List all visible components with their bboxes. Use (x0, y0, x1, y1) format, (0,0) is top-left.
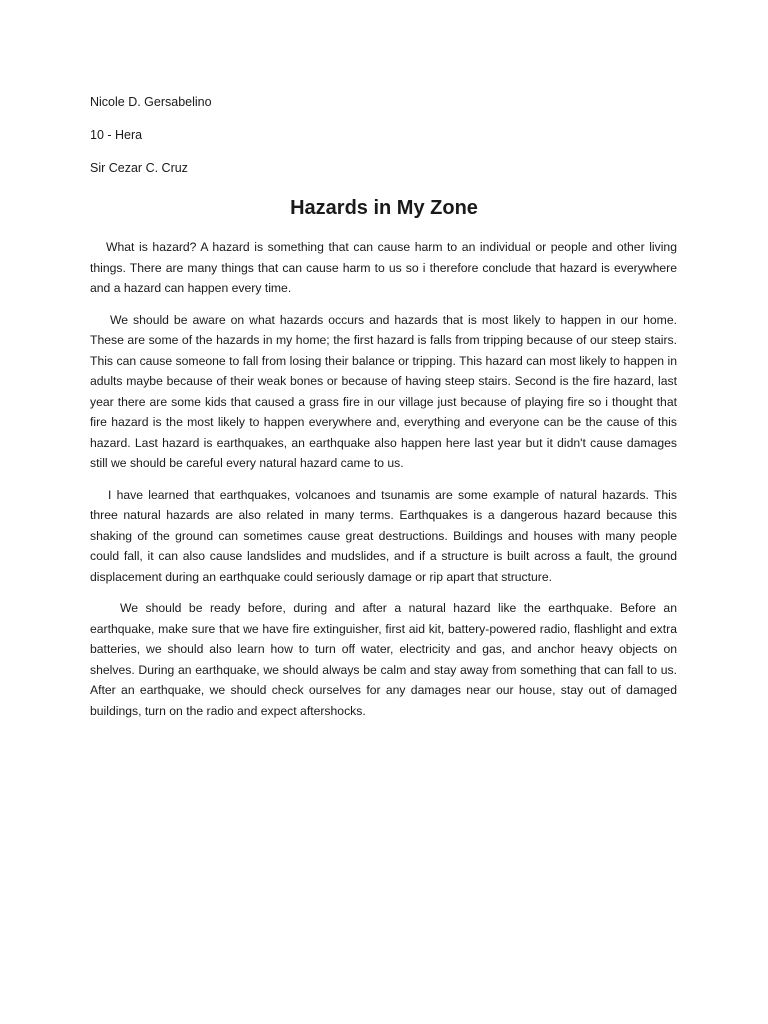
document-body (90, 237, 677, 732)
document-title: Hazards in My Zone (290, 197, 478, 219)
paragraph-3: I have learned that earthquakes, volcanoes and tsunamis are some example of natural hazards. This three natural hazards are also related in many terms. Earthquakes is a dangerous hazard because this shaking of the ground can sometimes cause great destructions. Buildings and houses with many people could fall, it can also cause landslides and mudslides, and if a structure is built across a fault, the ground displacement during an earthquake could seriously damage or rip apart that structure. (90, 487, 677, 584)
teacher-name: Sir Cezar C. Cruz (90, 161, 188, 175)
class-section: 10 - Hera (90, 128, 143, 142)
paragraph-2: We should be aware on what hazards occurs and hazards that is most likely to happen in our home. These are some of the hazards in my home; the first hazard is falls from tripping because of our steep stairs. This can cause someone to fall from losing their balance or tripping. This hazard can most likely to happen in adults maybe because of their weak bones or because of having steep stairs. Second is the fire hazard, last year there are some kids that caused a grass fire in our village just because of playing fire so i thought that fire hazard is the most likely to happen everywhere and, everything and everyone can be the cause of this hazard. Last hazard is earthquakes, an earthquake also happen here last year but it didn't cause damages still we should be careful every natural hazard came to us. (90, 312, 677, 470)
author-name: Nicole D. Gersabelino (90, 95, 212, 109)
paragraph-4: We should be ready before, during and after a natural hazard like the earthquake. Before an earthquake, make sure that we have fire extinguisher, first aid kit, battery-powered radio, flashlight and extra batteries, we should also learn how to turn off water, electricity and gas, and anchor heavy objects on shelves. During an earthquake, we should always be calm and stay away from something that can fall to us. After an earthquake, we should check ourselves for any damages near our house, stay out of damaged buildings, turn on the radio and expect aftershocks. (90, 601, 677, 718)
document-header (90, 92, 490, 191)
paragraph-1: What is hazard? A hazard is something that can cause harm to an individual or people and other living things. There are many things that can cause harm to us so i therefore conclude that hazard is everywhere and a hazard can happen every time. (90, 240, 677, 295)
